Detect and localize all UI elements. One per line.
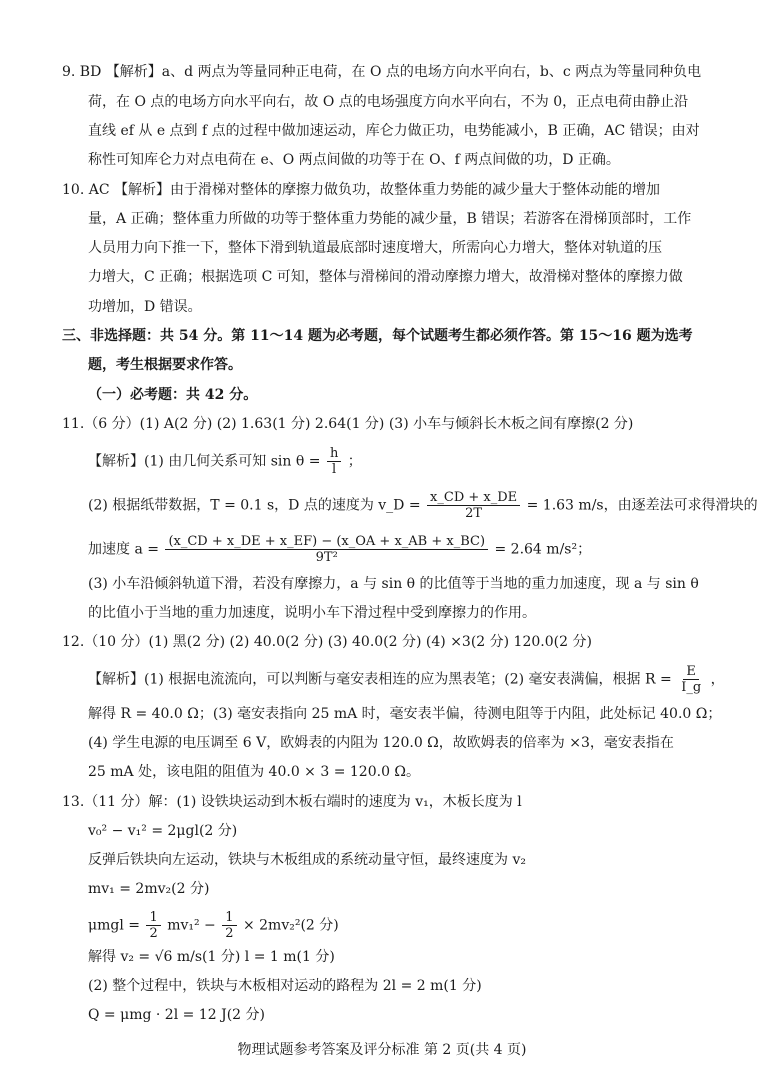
q9-line-4: 称性可知库仑力对点电荷在 e、O 两点间做的功等于在 O、f 两点间做的功，D 正确。 xyxy=(88,152,620,168)
q12-analysis-2: 解得 R = 40.0 Ω；(3) 毫安表指向 25 mA 时，毫安表半偏，待测电阻等于内阻，此处标记 40.0 Ω； xyxy=(88,706,722,722)
q11-answer-line: 11.（6 分）(1) A(2 分) (2) 1.63(1 分) 2.64(1 分) (3) 小车与倾斜长木板之间有摩擦(2 分) xyxy=(62,416,634,432)
q10-line-2: 量，A 正确；整体重力所做的功等于整体重力势能的减少量，B 错误；若游客在滑梯顶部时，工作 xyxy=(88,211,692,227)
fraction: $\frac{h}{l}$ xyxy=(327,446,341,477)
q11-analysis-4: (3) 小车沿倾斜轨道下滑，若没有摩擦力，a 与 sin θ 的比值等于当地的重力加速度，现 a 与 sin θ xyxy=(88,576,699,592)
q13-text-1: 反弹后铁块向左运动，铁块与木板组成的系统动量守恒，最终速度为 v₂ xyxy=(88,852,526,868)
q11-analysis-2: (2) 根据纸带数据，T = 0.1 s，D 点的速度为 v_D = $\frac{x\_CD + x\_DE}{2T}$ = 1.63 m/s，由逐差法可求得滑块的 xyxy=(88,490,758,521)
q10-line-1: 10. AC 【解析】由于滑梯对整体的摩擦力做负功，故整体重力势能的减少量大于整体动能的增加 xyxy=(62,182,660,198)
q13-result: 解得 v₂ = √6 m/s(1 分) l = 1 m(1 分) xyxy=(88,949,335,965)
fraction: $\frac{E}{I\_g}$ xyxy=(681,664,702,695)
q10-line-3: 人员用力向下推一下，整体下滑到轨道最底部时速度增大，所需向心力增大，整体对轨道的压 xyxy=(88,240,662,256)
q13-equation-3: μmgl = $\frac{1}{2}$ mv₁² − $\frac{1}{2}$ × 2mv₂²(2 分) xyxy=(88,910,339,941)
q9-line-1: 9. BD 【解析】a、d 两点为等量同种正电荷，在 O 点的电场方向水平向右，b、c 两点为等量同种负电 xyxy=(62,64,702,80)
q13-solution-head: 13.（11 分）解：(1) 设铁块运动到木板右端时的速度为 v₁，木板长度为 l xyxy=(62,794,522,810)
fraction: $\frac{1}{2}$ xyxy=(146,910,160,941)
q12-analysis-4: 25 mA 处，该电阻的阻值为 40.0 × 3 = 120.0 Ω。 xyxy=(88,764,421,780)
q12-analysis-3: (4) 学生电源的电压调至 6 V，欧姆表的内阻为 120.0 Ω，故欧姆表的倍率为 ×3，毫安表指在 xyxy=(88,735,674,751)
page-footer: 物理试题参考答案及评分标准 第 2 页(共 4 页) xyxy=(237,1042,527,1058)
section-3-subheading: （一）必考题：共 42 分。 xyxy=(88,387,258,403)
q13-equation-2: mv₁ = 2mv₂(2 分) xyxy=(88,881,210,897)
q13-equation-1: v₀² − v₁² = 2μgl(2 分) xyxy=(88,823,238,839)
q12-answer-line: 12.（10 分）(1) 黑(2 分) (2) 40.0(2 分) (3) 40.0(2 分) (4) ×3(2 分) 120.0(2 分) xyxy=(62,634,592,650)
q9-line-2: 荷，在 O 点的电场方向水平向右，故 O 点的电场强度方向水平向右，不为 0，正点电荷由静止沿 xyxy=(88,94,689,110)
section-3-heading-cont: 题，考生根据要求作答。 xyxy=(88,357,242,373)
q13-equation-4: Q = μmg · 2l = 12 J(2 分) xyxy=(88,1007,265,1023)
section-3-heading: 三、非选择题：共 54 分。第 11～14 题为必考题，每个试题考生都必须作答。第 15～16 题为选考 xyxy=(62,328,693,344)
fraction: $\frac{(x\_CD + x\_DE + x\_EF) - (x\_OA + x\_AB + x\_BC)}{\text{9T²}}$ xyxy=(165,534,488,565)
q10-line-5: 功增加，D 错误。 xyxy=(88,299,202,315)
q11-analysis-1: 【解析】(1) 由几何关系可知 sin θ = $\frac{h}{l}$ ； xyxy=(88,446,362,477)
q11-analysis-3: 加速度 a = $\frac{(x\_CD + x\_DE + x\_EF) - (x\_OA + x\_AB + x\_BC)}{\text{9T²}}$ = 2.64 m/s²； xyxy=(88,534,592,565)
fraction: $\frac{1}{2}$ xyxy=(222,910,236,941)
q11-analysis-5: 的比值小于当地的重力加速度，说明小车下滑过程中受到摩擦力的作用。 xyxy=(88,605,536,621)
q9-line-3: 直线 ef 从 e 点到 f 点的过程中做加速运动，库仑力做正功，电势能减小，B 正确，AC 错误；由对 xyxy=(88,123,700,139)
fraction: $\frac{x\_CD + x\_DE}{2T}$ xyxy=(427,490,520,521)
q10-line-4: 力增大，C 正确；根据选项 C 可知，整体与滑梯间的滑动摩擦力增大，故滑梯对整体的摩擦力做 xyxy=(88,269,683,285)
q13-part-2: (2) 整个过程中，铁块与木板相对运动的路程为 2l = 2 m(1 分) xyxy=(88,978,482,994)
q12-analysis-1: 【解析】(1) 根据电流流向，可以判断与毫安表相连的应为黑表笔；(2) 毫安表满偏，根据 R = $\frac{E}{I\_g}$ ， xyxy=(88,664,725,695)
